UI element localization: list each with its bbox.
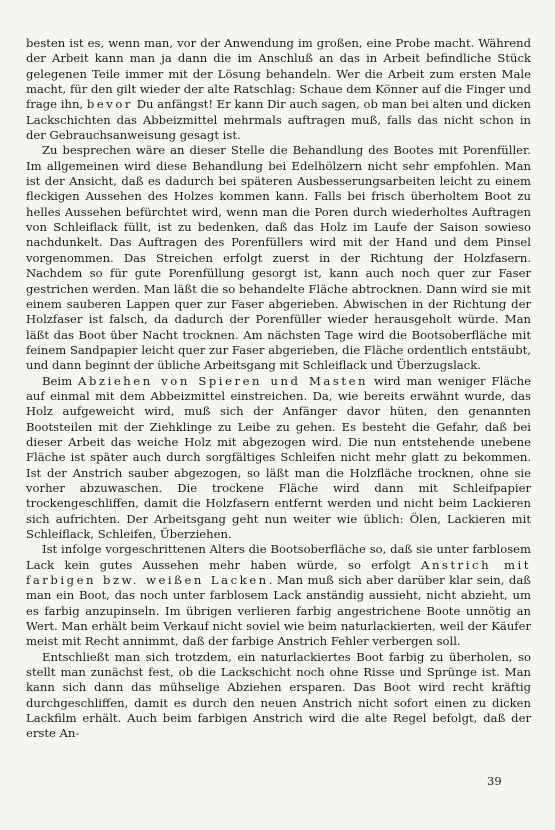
emphasized-text: Abziehen von Spieren und Masten bbox=[78, 373, 369, 388]
paragraph-4 bbox=[26, 542, 531, 649]
paragraph-3 bbox=[26, 374, 531, 543]
emphasized-text: Anstrich mit farbigen bzw. weißen Lacken bbox=[26, 557, 531, 588]
body-text bbox=[26, 36, 531, 742]
text-run: Entschließt man sich trotzdem, ein naturlackiertes Boot farbig zu überholen, so stellt man zunächst fest, ob die Lackschicht noch ohne Risse und Sprünge ist. Man kann sich dann das mühselige Abziehen ersparen. Das Boot wird recht kräftig durchgeschliffen, damit es durch den neuen Anstrich nicht sofort einen zu dicken Lackfilm erhält. Auch beim farbigen Anstrich wird die alte Regel befolgt, daß der erste An- bbox=[26, 649, 531, 741]
text-run: wird man weniger Fläche auf einmal mit dem Abbeizmittel einstreichen. Da, wie bereits erwähnt wurde, das Holz aufgeweicht wird, muß sich der Anfänger davor hüten, den genannten Bootsteilen mit der Ziehklinge zu Leibe zu gehen. Es besteht die Gefahr, daß bei dieser Arbeit das weiche Holz mit abgezogen wird. Die nun entstehende unebene Fläche ist später auch durch sorgfältiges Schleifen nicht mehr glatt zu bekommen. Ist der Anstrich sauber abgezogen, so läßt man die Holzfläche trocknen, ohne sie vorher abzuwaschen. Die trockene Fläche wird dann mit Schleifpapier trockengeschliffen, damit die Holzfasern entfernt werden und nicht beim Lackieren sich aufrichten. Der Arbeitsgang geht nun weiter wie üblich: Ölen, Lackieren mit Schleiflack, Schleifen, Überziehen. bbox=[26, 373, 532, 541]
paragraph-5 bbox=[26, 650, 531, 742]
text-run: . Man muß sich aber darüber klar sein, daß man ein Boot, das noch unter farblosem Lack anständig aussieht, nicht abzieht, um es farbig anzupinseln. Im übrigen verlieren farbig angestrichene Boote unnötig an Wert. Man erhält beim Verkauf nicht soviel wie beim naturlackierten, weil der Käufer meist mit Recht annimmt, daß der farbige Anstrich Fehler verbergen soll. bbox=[26, 573, 531, 649]
emphasized-text: bevor bbox=[86, 97, 133, 112]
paragraph-2 bbox=[26, 143, 531, 373]
text-run: Du anfängst! Er kann Dir auch sagen, ob man bei alten und dicken Lackschichten das Abbeizmittel mehrmals auftragen muß, falls das nicht schon in der Gebrauchsanweisung gesagt ist. bbox=[26, 97, 531, 143]
page-number: 39 bbox=[487, 774, 502, 788]
paragraph-1 bbox=[26, 36, 531, 143]
text-run: Beim bbox=[42, 373, 79, 388]
text-run: besten ist es, wenn man, vor der Anwendung im großen, eine Probe macht. Während der Arbeit kann man ja dann die im Anschluß an das in Arbeit befindliche Stück gelegenen Teile immer mit der Lösung behandeln. Wer die Arbeit zum ersten Male macht, für den gilt wieder der alte Ratschlag: Schaue dem Könner auf die Finger und frage ihn, bbox=[26, 36, 531, 112]
text-run: Ist infolge vorgeschrittenen Alters die Bootsoberfläche so, daß sie unter farblosem Lack kein gutes Aussehen mehr haben würde, so erfolgt bbox=[26, 542, 531, 572]
text-run: Zu besprechen wäre an dieser Stelle die Behandlung des Bootes mit Porenfüller. Im allgemeinen wird diese Behandlung bei Edelhölzern nicht sehr empfohlen. Man ist der Ansicht, daß es dadurch bei späteren Ausbesserungsarbeiten leicht zu einem fleckigen Aussehen des Holzes kommen kann. Falls bei frisch überholtem Boot zu helles Aussehen befürchtet wird, wenn man die Poren durch wiederholtes Auftragen von Schleiflack füllt, ist zu bedenken, daß das Holz im Laufe der Saison sowieso nachdunkelt. Das Auftragen des Porenfüllers wird mit der Hand und dem Pinsel vorgenommen. Das Streichen erfolgt zuerst in der Richtung der Holzfasern. Nachdem so für gute Porenfüllung gesorgt ist, kann auch noch quer zur Faser gestrichen werden. Man läßt die so behandelte Fläche abtrocknen. Dann wird sie mit einem sauberen Lappen quer zur Faser abgerieben. Abwischen in der Richtung der Holzfaser ist falsch, da dadurch der Porenfüller wieder herausgeholt würde. Man läßt das Boot über Nacht trocknen. Am nächsten Tage wird die Bootsoberfläche mit feinem Sandpapier leicht quer zur Faser abgerieben, die Fläche ordentlich entstäubt, und dann beginnt der übliche Arbeitsgang mit Schleiflack und Überzugslack. bbox=[26, 143, 531, 373]
